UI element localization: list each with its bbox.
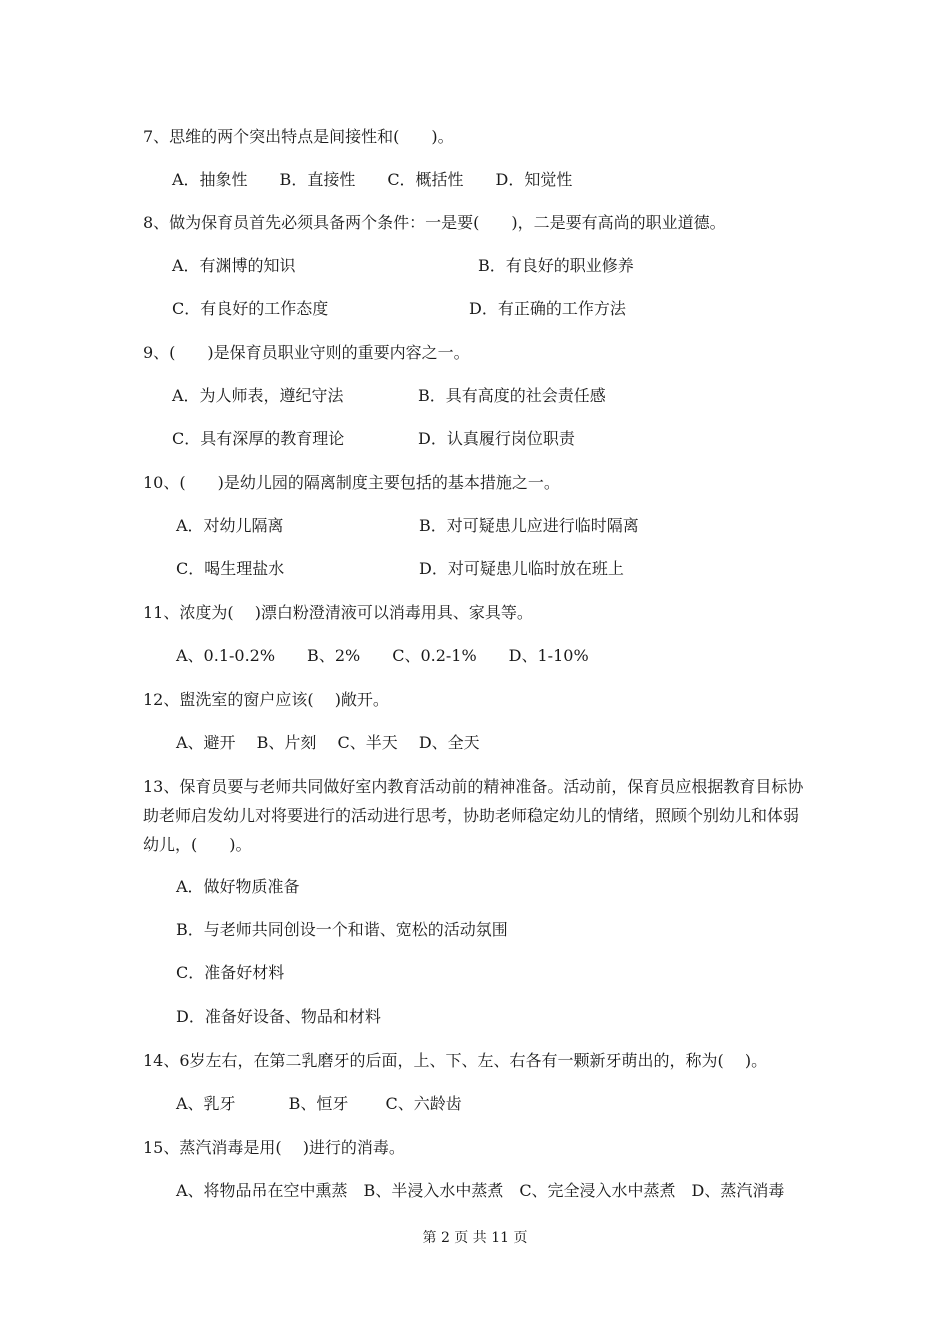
question-15-stem: 15、蒸汽消毒是用( )进行的消毒。 <box>143 1138 405 1157</box>
question-8-option-b: B．有良好的职业修养 <box>478 256 634 275</box>
question-9-option-a: A．为人师表，遵纪守法 <box>172 386 344 405</box>
question-7-options: A．抽象性 B．直接性 C．概括性 D．知觉性 <box>172 170 573 189</box>
question-14-stem: 14、6岁左右，在第二乳磨牙的后面，上、下、左、右各有一颗新牙萌出的，称为( )。 <box>143 1051 768 1070</box>
question-14-options: A、乳牙 B、恒牙 C、六龄齿 <box>176 1094 462 1113</box>
question-11-stem: 11、浓度为( )漂白粉澄清液可以消毒用具、家具等。 <box>143 603 533 622</box>
question-7-stem: 7、思维的两个突出特点是间接性和( )。 <box>143 127 454 146</box>
question-8-stem: 8、做为保育员首先必须具备两个条件：一是要( )，二是要有高尚的职业道德。 <box>143 213 726 232</box>
question-10-option-a: A．对幼儿隔离 <box>176 516 284 535</box>
question-11-options: A、0.1-0.2% B、2% C、0.2-1% D、1-10% <box>176 646 589 665</box>
question-13-option-c: C．准备好材料 <box>176 963 285 982</box>
question-10-option-c: C．喝生理盐水 <box>176 559 285 578</box>
question-9-option-b: B．具有高度的社会责任感 <box>418 386 606 405</box>
question-10-option-d: D．对可疑患儿临时放在班上 <box>419 559 624 578</box>
question-12-options: A、避开 B、片刻 C、半天 D、全天 <box>176 733 480 752</box>
question-13-option-b: B．与老师共同创设一个和谐、宽松的活动氛围 <box>176 920 508 939</box>
question-13-stem: 13、保育员要与老师共同做好室内教育活动前的精神准备。活动前，保育员应根据教育目标协助老师启发幼儿对将要进行的活动进行思考，协助老师稳定幼儿的情绪，照顾个别幼儿和体弱幼儿，( )。 <box>143 777 804 854</box>
question-15-options: A、将物品吊在空中熏蒸 B、半浸入水中蒸煮 C、完全浸入水中蒸煮 D、蒸汽消毒 <box>176 1181 785 1200</box>
question-12-stem: 12、盥洗室的窗户应该( )敞开。 <box>143 690 389 709</box>
question-10-stem: 10、( )是幼儿园的隔离制度主要包括的基本措施之一。 <box>143 473 560 492</box>
question-13-option-a: A．做好物质准备 <box>176 877 300 896</box>
question-9-option-c: C．具有深厚的教育理论 <box>172 429 345 448</box>
question-8-option-d: D．有正确的工作方法 <box>469 299 626 318</box>
page-number-footer: 第 2 页 共 11 页 <box>422 1230 528 1246</box>
question-9-option-d: D．认真履行岗位职责 <box>418 429 575 448</box>
question-9-stem: 9、( )是保育员职业守则的重要内容之一。 <box>143 343 470 362</box>
question-13-option-d: D．准备好设备、物品和材料 <box>176 1007 381 1026</box>
question-8-option-c: C．有良好的工作态度 <box>172 299 329 318</box>
question-8-option-a: A．有渊博的知识 <box>172 256 296 275</box>
question-10-option-b: B．对可疑患儿应进行临时隔离 <box>419 516 639 535</box>
